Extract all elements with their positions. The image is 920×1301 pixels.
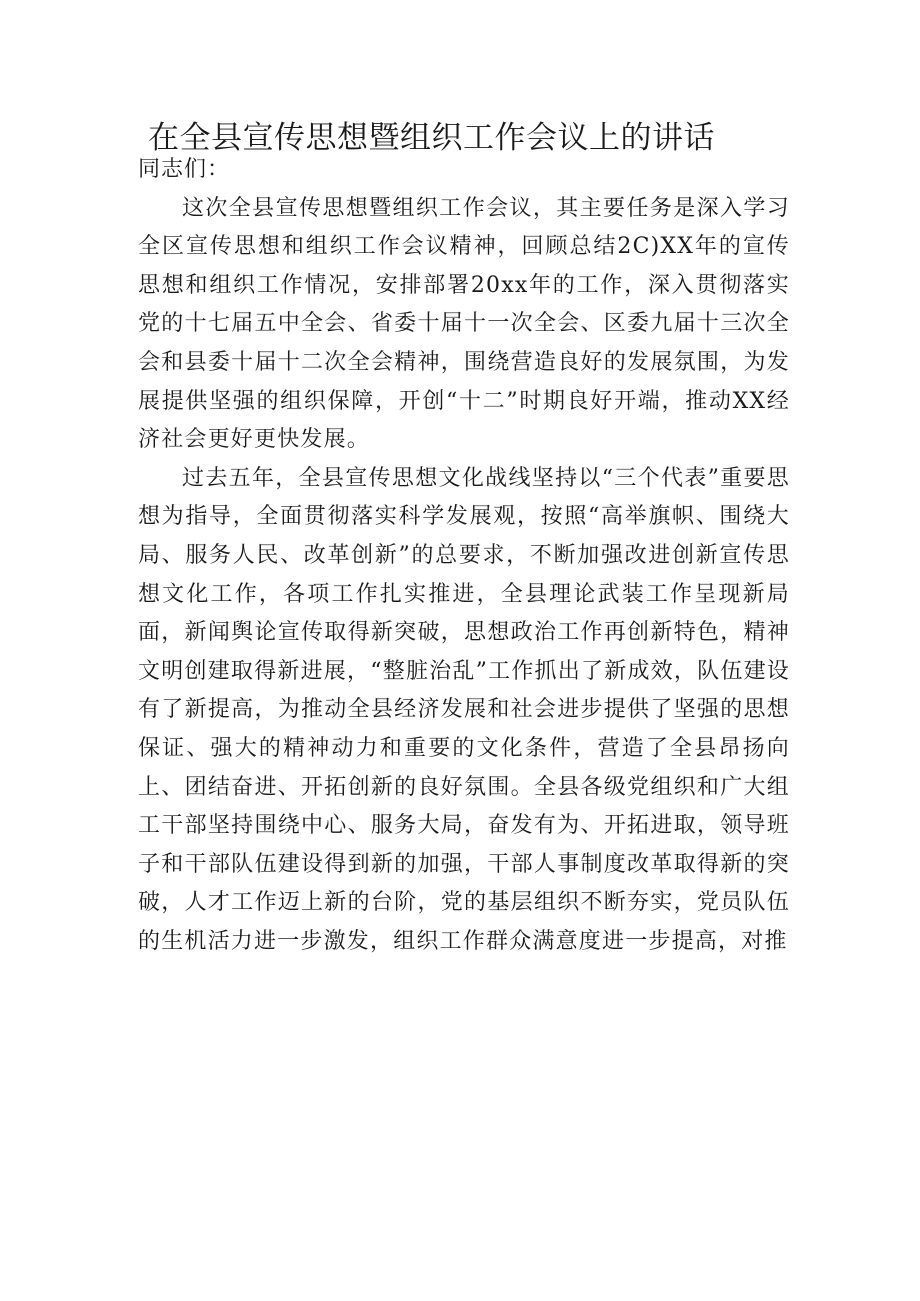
- salutation: 同志们：: [138, 157, 231, 182]
- paragraph-2: 过去五年，全县宣传思想文化战线坚持以“三个代表”重要思想为指导，全面贯彻落实科学发展观，按照“高举旗帜、围绕大局、服务人民、改革创新”的总要求，不断加强改进创新宣传思想文化工作，各项工作扎实推进，全县理论武装工作呈现新局面，新闻舆论宣传取得新突破，思想政治工作再创新特色，精神文明创建取得新进展，“整脏治乱”工作抓出了新成效，队伍建设有了新提高，为推动全县经济发展和社会进步提供了坚强的思想保证、强大的精神动力和重要的文化条件，营造了全县昂扬向上、团结奋进、开拓创新的良好氛围。全县各级党组织和广大组工干部坚持围绕中心、服务大局，奋发有为、开拓进取，领导班子和干部队伍建设得到新的加强，干部人事制度改革取得新的突破，人才工作迈上新的台阶，党的基层组织不断夯实，党员队伍的生机活力进一步激发，组织工作群众满意度进一步提高，对推: [138, 465, 790, 954]
- document-title: 在全县宣传思想暨组织工作会议上的讲话: [148, 120, 715, 156]
- paragraph-1: 这次全县宣传思想暨组织工作会议，其主要任务是深入学习全区宣传思想和组织工作会议精神，回顾总结2C)XX年的宣传思想和组织工作情况，安排部署20xx年的工作，深入贯彻落实党的十七届五中全会、省委十届十一次全会、区委九届十三次全会和县委十届十二次全会精神，围绕营造良好的发展氛围，为发展提供坚强的组织保障，开创“十二”时期良好开端，推动XX经济社会更好更快发展。: [138, 195, 790, 453]
- document-body: [138, 151, 790, 961]
